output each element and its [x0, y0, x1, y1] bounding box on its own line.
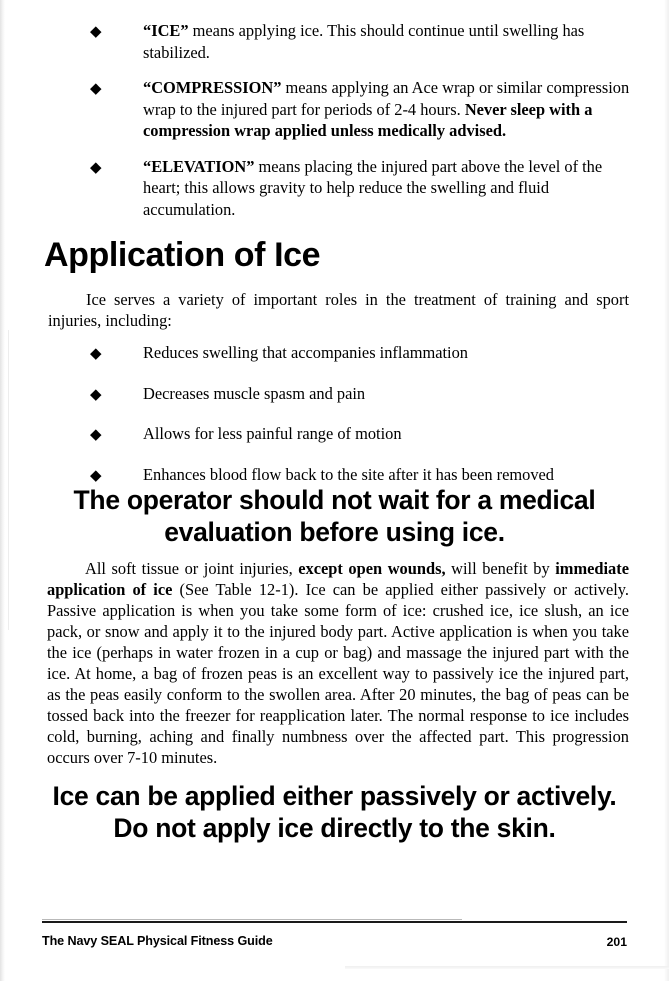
list-item-text: Allows for less painful range of motion	[143, 424, 402, 443]
diamond-bullet-icon: ◆	[90, 384, 102, 403]
main-body-paragraph	[47, 558, 629, 768]
callout-ice-application	[34, 780, 635, 844]
footer-document-title: The Navy SEAL Physical Fitness Guide	[42, 934, 273, 948]
paragraph-segment: All soft tissue or joint injuries,	[85, 559, 299, 578]
list-item-term: “ELEVATION”	[143, 156, 255, 176]
diamond-bullet-icon: ◆	[90, 465, 102, 484]
list-item-term: “COMPRESSION”	[143, 78, 282, 97]
intro-paragraph: Ice serves a variety of important roles in the treatment of training and sport injuries, including:	[48, 290, 629, 331]
list-item-emphasis: Never sleep with a compression wrap applied unless medically advised.	[143, 99, 593, 140]
page-title: Application of Ice	[44, 236, 321, 274]
paragraph-segment: will benefit by	[445, 559, 556, 578]
list-item	[90, 77, 641, 142]
list-item-text: means applying an Ace wrap or similar compression wrap to the injured part for periods of 2-4 hours.	[143, 78, 630, 119]
list-item-text: Decreases muscle spasm and pain	[143, 383, 366, 403]
list-item-text: Reduces swelling that accompanies inflammation	[143, 343, 468, 362]
list-item	[90, 342, 641, 364]
list-item	[90, 20, 641, 63]
diamond-bullet-icon: ◆	[90, 344, 102, 362]
list-item-text: Enhances blood flow back to the site after it has been removed	[143, 464, 554, 484]
paragraph-emphasis: except open wounds,	[298, 559, 446, 578]
diamond-bullet-icon: ◆	[90, 22, 102, 40]
callout-line: Do not apply ice directly to the skin.	[113, 813, 556, 843]
diamond-bullet-icon: ◆	[90, 79, 102, 97]
page-number: 201	[606, 935, 627, 949]
paragraph-emphasis: immediate application of ice	[47, 559, 629, 599]
paragraph-segment: (See Table 12-1). Ice can be applied either passively or actively. Passive application is when you take some form of ice: crushed ice, ice slush, an ice pack, or snow and apply it to the injured body part. Active application is when you take the ice (perhaps in water frozen in a cup or bag) and massage the injured part with the ice. At home, a bag of frozen peas is an excellent way to passively ice the injured part, as the peas easily conform to the swollen area. After 20 minutes, the bag of peas can be tossed back into the freezer for reapplication later. The normal response to ice includes cold, burning, aching and finally numbness over the affected part. This progression occurs over 7-10 minutes.	[47, 580, 629, 767]
callout-line: Ice can be applied either passively or actively.	[52, 781, 617, 811]
ice-roles-list	[0, 342, 669, 485]
list-item	[90, 156, 641, 221]
list-item-term: “ICE”	[143, 21, 189, 40]
diamond-bullet-icon: ◆	[90, 157, 102, 176]
list-item	[90, 464, 641, 486]
list-item-text: means applying ice. This should continue until swelling has stabilized.	[143, 21, 585, 62]
callout-line: evaluation before using ice.	[164, 517, 505, 547]
list-item-text: means placing the injured part above the level of the heart; this allows gravity to help reduce the swelling and fluid accumulation.	[143, 156, 603, 219]
callout-medical-evaluation	[44, 484, 625, 548]
list-item	[90, 423, 641, 445]
scan-artifact-bottom-edge	[345, 966, 669, 969]
callout-line: The operator should not wait for a medical	[73, 485, 596, 515]
diamond-bullet-icon: ◆	[90, 425, 102, 443]
list-item	[90, 383, 641, 405]
rice-definition-list	[0, 20, 669, 220]
footer-divider	[42, 921, 627, 923]
footer-rule-fade	[42, 919, 462, 920]
